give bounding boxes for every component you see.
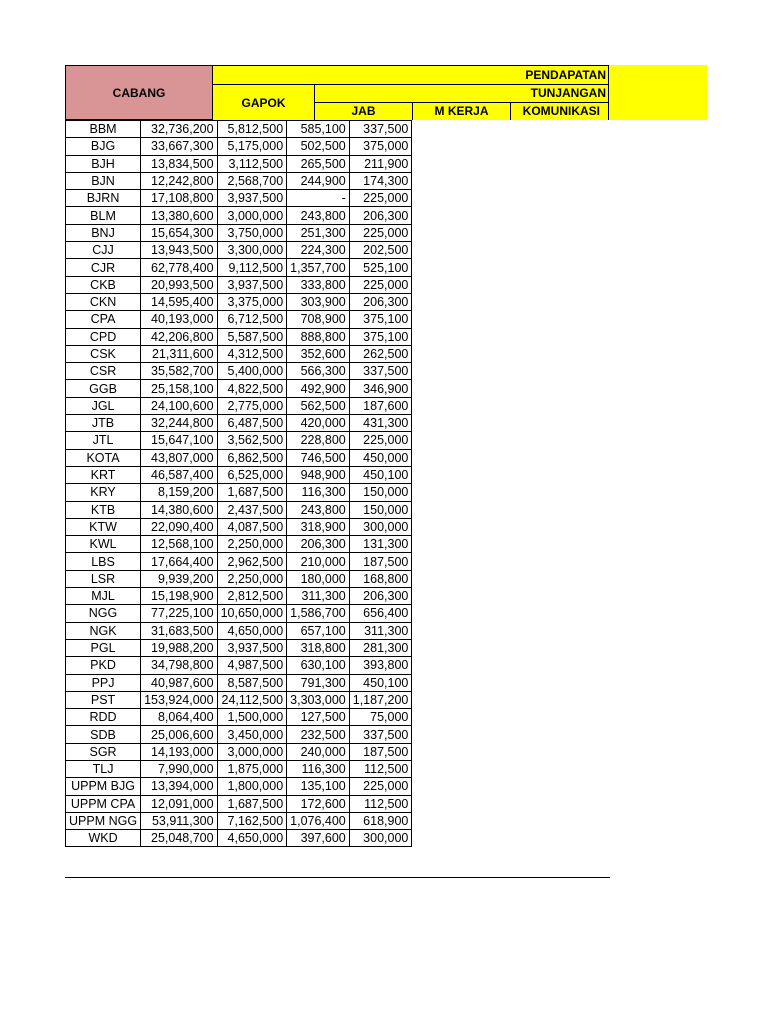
cabang-cell[interactable]: CSR	[66, 363, 141, 380]
cabang-cell[interactable]: CJR	[66, 259, 141, 276]
komunikasi-cell[interactable]: 202,500	[349, 242, 412, 259]
jab-cell[interactable]: 1,500,000	[217, 709, 287, 726]
jab-cell[interactable]: 2,568,700	[217, 172, 287, 189]
m-kerja-cell[interactable]: 1,586,700	[287, 605, 350, 622]
komunikasi-cell[interactable]: 450,100	[349, 466, 412, 483]
komunikasi-cell[interactable]: 187,500	[349, 743, 412, 760]
jab-cell[interactable]: 3,450,000	[217, 726, 287, 743]
jab-cell[interactable]: 5,587,500	[217, 328, 287, 345]
m-kerja-cell[interactable]: 1,357,700	[287, 259, 350, 276]
header-cabang	[65, 65, 213, 120]
table-row	[66, 466, 412, 483]
data-table	[65, 120, 412, 847]
komunikasi-cell[interactable]: 525,100	[349, 259, 412, 276]
m-kerja-cell[interactable]: 566,300	[287, 363, 350, 380]
m-kerja-cell[interactable]: 116,300	[287, 484, 350, 501]
gapok-cell[interactable]: 12,568,100	[141, 536, 218, 553]
m-kerja-cell[interactable]: 397,600	[287, 830, 350, 847]
komunikasi-cell[interactable]: 187,500	[349, 553, 412, 570]
table-row	[66, 830, 412, 847]
table-row	[66, 501, 412, 518]
table-row	[66, 363, 412, 380]
jab-cell[interactable]: 2,775,000	[217, 397, 287, 414]
table-row	[66, 570, 412, 587]
cabang-cell[interactable]: KOTA	[66, 449, 141, 466]
cabang-cell[interactable]: BLM	[66, 207, 141, 224]
table-row	[66, 795, 412, 812]
table-row	[66, 224, 412, 241]
komunikasi-cell[interactable]: 225,000	[349, 224, 412, 241]
gapok-cell[interactable]: 17,108,800	[141, 190, 218, 207]
cabang-cell[interactable]: CPD	[66, 328, 141, 345]
cabang-cell[interactable]: GGB	[66, 380, 141, 397]
gapok-cell[interactable]: 35,582,700	[141, 363, 218, 380]
komunikasi-cell[interactable]: 393,800	[349, 657, 412, 674]
bottom-divider	[65, 877, 610, 878]
gapok-cell[interactable]: 17,664,400	[141, 553, 218, 570]
komunikasi-cell[interactable]: 450,000	[349, 449, 412, 466]
cabang-cell[interactable]: LSR	[66, 570, 141, 587]
table-row	[66, 518, 412, 535]
jab-cell[interactable]: 1,687,500	[217, 795, 287, 812]
m-kerja-cell[interactable]: 243,800	[287, 207, 350, 224]
table-row	[66, 207, 412, 224]
gapok-cell[interactable]: 13,394,000	[141, 778, 218, 795]
table-row	[66, 484, 412, 501]
gapok-cell[interactable]: 14,595,400	[141, 293, 218, 310]
table-row	[66, 622, 412, 639]
jab-cell[interactable]: 4,650,000	[217, 622, 287, 639]
header-tunjangan: TUNJANGAN	[315, 84, 609, 102]
komunikasi-cell[interactable]: 168,800	[349, 570, 412, 587]
table-row	[66, 449, 412, 466]
komunikasi-cell[interactable]: 450,100	[349, 674, 412, 691]
m-kerja-cell[interactable]: 3,303,000	[287, 691, 350, 708]
m-kerja-cell[interactable]: 1,076,400	[287, 812, 350, 829]
komunikasi-cell[interactable]: 375,100	[349, 328, 412, 345]
cabang-cell[interactable]: NGK	[66, 622, 141, 639]
komunikasi-cell[interactable]: 337,500	[349, 726, 412, 743]
cabang-cell[interactable]: KWL	[66, 536, 141, 553]
m-kerja-cell[interactable]: 318,900	[287, 518, 350, 535]
table-row	[66, 155, 412, 172]
komunikasi-cell[interactable]: 75,000	[349, 709, 412, 726]
gapok-cell[interactable]: 15,654,300	[141, 224, 218, 241]
m-kerja-cell[interactable]: 630,100	[287, 657, 350, 674]
gapok-cell[interactable]: 22,090,400	[141, 518, 218, 535]
cabang-cell[interactable]: UPPM BJG	[66, 778, 141, 795]
gapok-cell[interactable]: 20,993,500	[141, 276, 218, 293]
komunikasi-cell[interactable]: 211,900	[349, 155, 412, 172]
table-row	[66, 726, 412, 743]
cabang-cell[interactable]: CPA	[66, 311, 141, 328]
m-kerja-cell[interactable]: 265,500	[287, 155, 350, 172]
jab-cell[interactable]: 9,112,500	[217, 259, 287, 276]
cabang-cell[interactable]: BJH	[66, 155, 141, 172]
m-kerja-cell[interactable]: 224,300	[287, 242, 350, 259]
komunikasi-cell[interactable]: 618,900	[349, 812, 412, 829]
cabang-cell[interactable]: UPPM CPA	[66, 795, 141, 812]
cabang-cell[interactable]: PST	[66, 691, 141, 708]
jab-cell[interactable]: 3,000,000	[217, 743, 287, 760]
table-row	[66, 691, 412, 708]
header-gapok	[213, 84, 315, 120]
m-kerja-cell[interactable]: 116,300	[287, 760, 350, 777]
gapok-cell[interactable]: 14,380,600	[141, 501, 218, 518]
table-row	[66, 415, 412, 432]
cabang-cell[interactable]: SDB	[66, 726, 141, 743]
cabang-cell[interactable]: SGR	[66, 743, 141, 760]
gapok-cell[interactable]: 46,587,400	[141, 466, 218, 483]
m-kerja-cell[interactable]: 243,800	[287, 501, 350, 518]
table-row	[66, 812, 412, 829]
m-kerja-cell[interactable]: 135,100	[287, 778, 350, 795]
komunikasi-cell[interactable]: 206,300	[349, 293, 412, 310]
jab-cell[interactable]: 5,175,000	[217, 138, 287, 155]
komunikasi-cell[interactable]: 337,500	[349, 363, 412, 380]
jab-cell[interactable]: 4,312,500	[217, 345, 287, 362]
jab-cell[interactable]: 7,162,500	[217, 812, 287, 829]
table-row	[66, 172, 412, 189]
jab-cell[interactable]: 1,800,000	[217, 778, 287, 795]
komunikasi-cell[interactable]: 262,500	[349, 345, 412, 362]
komunikasi-cell[interactable]: 311,300	[349, 622, 412, 639]
table-row	[66, 432, 412, 449]
m-kerja-cell[interactable]: 352,600	[287, 345, 350, 362]
cabang-cell[interactable]: NGG	[66, 605, 141, 622]
table-row	[66, 536, 412, 553]
komunikasi-cell[interactable]: 206,300	[349, 207, 412, 224]
komunikasi-cell[interactable]: 656,400	[349, 605, 412, 622]
m-kerja-cell[interactable]: 492,900	[287, 380, 350, 397]
jab-cell[interactable]: 3,937,500	[217, 276, 287, 293]
gapok-cell[interactable]: 12,242,800	[141, 172, 218, 189]
m-kerja-cell[interactable]: 311,300	[287, 588, 350, 605]
cabang-cell[interactable]: KTB	[66, 501, 141, 518]
gapok-cell[interactable]: 42,206,800	[141, 328, 218, 345]
gapok-cell[interactable]: 32,736,200	[141, 121, 218, 138]
cabang-cell[interactable]: PPJ	[66, 674, 141, 691]
cabang-cell[interactable]: JTB	[66, 415, 141, 432]
table-row	[66, 190, 412, 207]
cabang-cell[interactable]: LBS	[66, 553, 141, 570]
m-kerja-cell[interactable]: 206,300	[287, 536, 350, 553]
gapok-cell[interactable]: 8,064,400	[141, 709, 218, 726]
jab-cell[interactable]: 6,525,000	[217, 466, 287, 483]
table-row	[66, 588, 412, 605]
komunikasi-cell[interactable]: 206,300	[349, 588, 412, 605]
table-row	[66, 380, 412, 397]
jab-cell[interactable]: 3,000,000	[217, 207, 287, 224]
m-kerja-cell[interactable]: 251,300	[287, 224, 350, 241]
cabang-cell[interactable]: KRT	[66, 466, 141, 483]
m-kerja-cell[interactable]: 888,800	[287, 328, 350, 345]
m-kerja-cell[interactable]: 210,000	[287, 553, 350, 570]
komunikasi-cell[interactable]: 112,500	[349, 795, 412, 812]
komunikasi-cell[interactable]: 375,000	[349, 138, 412, 155]
cabang-cell[interactable]: UPPM NGG	[66, 812, 141, 829]
m-kerja-cell[interactable]: 228,800	[287, 432, 350, 449]
gapok-cell[interactable]: 25,048,700	[141, 830, 218, 847]
jab-cell[interactable]: 4,087,500	[217, 518, 287, 535]
jab-cell[interactable]: 4,822,500	[217, 380, 287, 397]
cabang-cell[interactable]: CJJ	[66, 242, 141, 259]
cabang-cell[interactable]: MJL	[66, 588, 141, 605]
header-pendapatan: PENDAPATAN	[213, 65, 609, 84]
gapok-cell[interactable]: 40,193,000	[141, 311, 218, 328]
m-kerja-cell[interactable]: -	[287, 190, 350, 207]
gapok-cell[interactable]: 53,911,300	[141, 812, 218, 829]
table-row	[66, 553, 412, 570]
m-kerja-cell[interactable]: 172,600	[287, 795, 350, 812]
table-row	[66, 328, 412, 345]
gapok-cell[interactable]: 62,778,400	[141, 259, 218, 276]
cabang-cell[interactable]: CKB	[66, 276, 141, 293]
cabang-cell[interactable]: CSK	[66, 345, 141, 362]
komunikasi-cell[interactable]: 337,500	[349, 121, 412, 138]
header-m-kerja: M KERJA	[413, 102, 511, 120]
m-kerja-cell[interactable]: 333,800	[287, 276, 350, 293]
gapok-cell[interactable]: 43,807,000	[141, 449, 218, 466]
jab-cell[interactable]: 6,862,500	[217, 449, 287, 466]
table-row	[66, 760, 412, 777]
gapok-cell[interactable]: 24,100,600	[141, 397, 218, 414]
komunikasi-cell[interactable]: 1,187,200	[349, 691, 412, 708]
gapok-cell[interactable]: 77,225,100	[141, 605, 218, 622]
jab-cell[interactable]: 6,712,500	[217, 311, 287, 328]
m-kerja-cell[interactable]: 791,300	[287, 674, 350, 691]
komunikasi-cell[interactable]: 431,300	[349, 415, 412, 432]
jab-cell[interactable]: 2,250,000	[217, 570, 287, 587]
gapok-cell[interactable]: 19,988,200	[141, 639, 218, 656]
table-row	[66, 397, 412, 414]
jab-cell[interactable]: 6,487,500	[217, 415, 287, 432]
m-kerja-cell[interactable]: 657,100	[287, 622, 350, 639]
m-kerja-cell[interactable]: 562,500	[287, 397, 350, 414]
cabang-cell[interactable]: JGL	[66, 397, 141, 414]
cabang-cell[interactable]: BJRN	[66, 190, 141, 207]
table-row	[66, 743, 412, 760]
m-kerja-cell[interactable]: 746,500	[287, 449, 350, 466]
gapok-cell[interactable]: 33,667,300	[141, 138, 218, 155]
komunikasi-cell[interactable]: 300,000	[349, 518, 412, 535]
header-jab: JAB	[315, 102, 413, 120]
m-kerja-cell[interactable]: 585,100	[287, 121, 350, 138]
table-row	[66, 138, 412, 155]
gapok-cell[interactable]: 25,006,600	[141, 726, 218, 743]
komunikasi-cell[interactable]: 225,000	[349, 190, 412, 207]
komunikasi-cell[interactable]: 225,000	[349, 778, 412, 795]
cabang-cell[interactable]: BJG	[66, 138, 141, 155]
gapok-cell[interactable]: 15,647,100	[141, 432, 218, 449]
m-kerja-cell[interactable]: 303,900	[287, 293, 350, 310]
table-row	[66, 242, 412, 259]
gapok-cell[interactable]: 8,159,200	[141, 484, 218, 501]
komunikasi-cell[interactable]: 281,300	[349, 639, 412, 656]
table-row	[66, 276, 412, 293]
table-row	[66, 311, 412, 328]
cabang-cell[interactable]: BBM	[66, 121, 141, 138]
gapok-cell[interactable]: 13,380,600	[141, 207, 218, 224]
jab-cell[interactable]: 3,300,000	[217, 242, 287, 259]
header-cabang-label: CABANG	[112, 85, 166, 100]
table-row	[66, 674, 412, 691]
m-kerja-cell[interactable]: 502,500	[287, 138, 350, 155]
table-row	[66, 605, 412, 622]
cabang-cell[interactable]: WKD	[66, 830, 141, 847]
gapok-cell[interactable]: 12,091,000	[141, 795, 218, 812]
table-row	[66, 657, 412, 674]
jab-cell[interactable]: 3,937,500	[217, 639, 287, 656]
komunikasi-cell[interactable]: 131,300	[349, 536, 412, 553]
table-row	[66, 778, 412, 795]
m-kerja-cell[interactable]: 232,500	[287, 726, 350, 743]
komunikasi-cell[interactable]: 300,000	[349, 830, 412, 847]
gapok-cell[interactable]: 32,244,800	[141, 415, 218, 432]
jab-cell[interactable]: 3,112,500	[217, 155, 287, 172]
m-kerja-cell[interactable]: 180,000	[287, 570, 350, 587]
jab-cell[interactable]: 3,937,500	[217, 190, 287, 207]
jab-cell[interactable]: 2,250,000	[217, 536, 287, 553]
komunikasi-cell[interactable]: 225,000	[349, 276, 412, 293]
cabang-cell[interactable]: KTW	[66, 518, 141, 535]
table-row	[66, 121, 412, 138]
cabang-cell[interactable]: CKN	[66, 293, 141, 310]
komunikasi-cell[interactable]: 225,000	[349, 432, 412, 449]
gapok-cell[interactable]: 9,939,200	[141, 570, 218, 587]
gapok-cell[interactable]: 25,158,100	[141, 380, 218, 397]
cabang-cell[interactable]: TLJ	[66, 760, 141, 777]
cabang-cell[interactable]: RDD	[66, 709, 141, 726]
table-row	[66, 293, 412, 310]
table-body	[66, 121, 412, 847]
jab-cell[interactable]: 8,587,500	[217, 674, 287, 691]
jab-cell[interactable]: 3,562,500	[217, 432, 287, 449]
table-row	[66, 709, 412, 726]
jab-cell[interactable]: 10,650,000	[217, 605, 287, 622]
table-row	[66, 639, 412, 656]
gapok-cell[interactable]: 13,943,500	[141, 242, 218, 259]
cabang-cell[interactable]: BNJ	[66, 224, 141, 241]
m-kerja-cell[interactable]: 244,900	[287, 172, 350, 189]
m-kerja-cell[interactable]: 708,900	[287, 311, 350, 328]
cabang-cell[interactable]: PKD	[66, 657, 141, 674]
jab-cell[interactable]: 3,750,000	[217, 224, 287, 241]
gapok-cell[interactable]: 21,311,600	[141, 345, 218, 362]
gapok-cell[interactable]: 7,990,000	[141, 760, 218, 777]
table-row	[66, 259, 412, 276]
m-kerja-cell[interactable]: 127,500	[287, 709, 350, 726]
jab-cell[interactable]: 4,650,000	[217, 830, 287, 847]
m-kerja-cell[interactable]: 318,800	[287, 639, 350, 656]
jab-cell[interactable]: 4,987,500	[217, 657, 287, 674]
komunikasi-cell[interactable]: 112,500	[349, 760, 412, 777]
m-kerja-cell[interactable]: 948,900	[287, 466, 350, 483]
table-row	[66, 345, 412, 362]
gapok-cell[interactable]: 14,193,000	[141, 743, 218, 760]
komunikasi-cell[interactable]: 150,000	[349, 484, 412, 501]
komunikasi-cell[interactable]: 375,100	[349, 311, 412, 328]
jab-cell[interactable]: 2,437,500	[217, 501, 287, 518]
jab-cell[interactable]: 5,812,500	[217, 121, 287, 138]
cabang-cell[interactable]: JTL	[66, 432, 141, 449]
header-gapok-label: GAPOK	[241, 95, 286, 110]
gapok-cell[interactable]: 13,834,500	[141, 155, 218, 172]
jab-cell[interactable]: 5,400,000	[217, 363, 287, 380]
gapok-cell[interactable]: 15,198,900	[141, 588, 218, 605]
jab-cell[interactable]: 1,687,500	[217, 484, 287, 501]
gapok-cell[interactable]: 153,924,000	[141, 691, 218, 708]
jab-cell[interactable]: 2,962,500	[217, 553, 287, 570]
cabang-cell[interactable]: PGL	[66, 639, 141, 656]
cabang-cell[interactable]: BJN	[66, 172, 141, 189]
komunikasi-cell[interactable]: 174,300	[349, 172, 412, 189]
cabang-cell[interactable]: KRY	[66, 484, 141, 501]
komunikasi-cell[interactable]: 346,900	[349, 380, 412, 397]
m-kerja-cell[interactable]: 420,000	[287, 415, 350, 432]
komunikasi-cell[interactable]: 150,000	[349, 501, 412, 518]
jab-cell[interactable]: 24,112,500	[217, 691, 287, 708]
gapok-cell[interactable]: 40,987,600	[141, 674, 218, 691]
gapok-cell[interactable]: 31,683,500	[141, 622, 218, 639]
jab-cell[interactable]: 1,875,000	[217, 760, 287, 777]
jab-cell[interactable]: 3,375,000	[217, 293, 287, 310]
komunikasi-cell[interactable]: 187,600	[349, 397, 412, 414]
gapok-cell[interactable]: 34,798,800	[141, 657, 218, 674]
m-kerja-cell[interactable]: 240,000	[287, 743, 350, 760]
header-komunikasi: KOMUNIKASI	[511, 102, 609, 120]
jab-cell[interactable]: 2,812,500	[217, 588, 287, 605]
